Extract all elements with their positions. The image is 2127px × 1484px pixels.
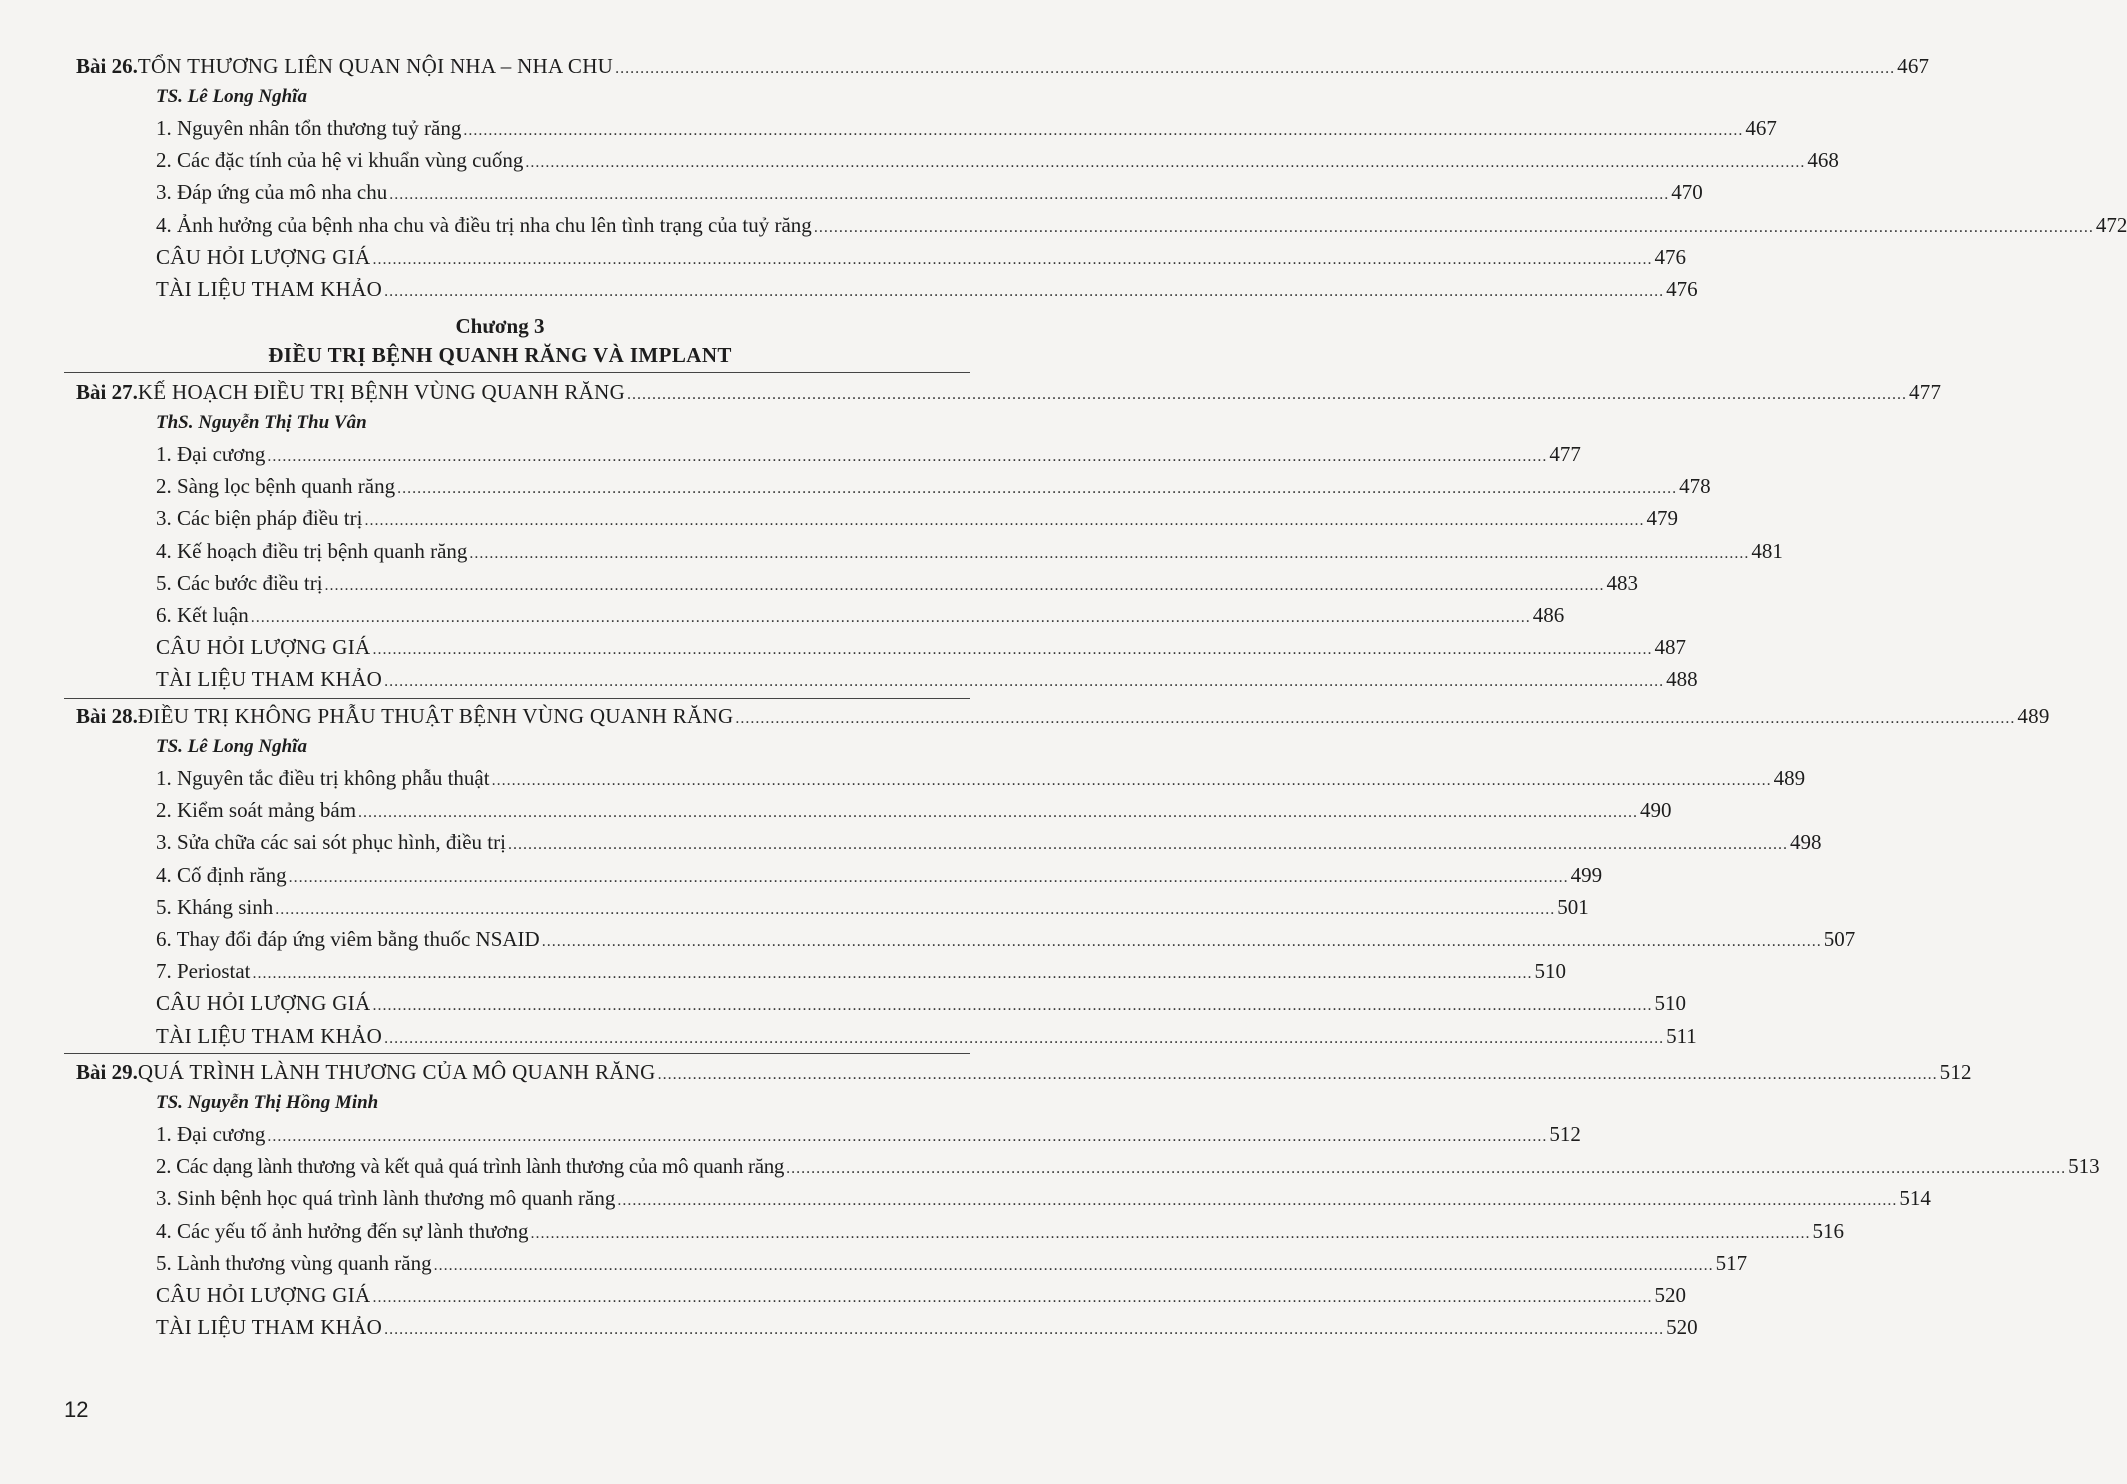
entry-title: 2. Kiểm soát mảng bám [156, 798, 357, 823]
entry-page: 513 [2068, 1154, 2100, 1179]
entry-title: 5. Lành thương vùng quanh răng [156, 1250, 432, 1275]
entry-title: 1. Nguyên tắc điều trị không phẫu thuật [156, 766, 490, 790]
entry-title: 2. Sàng lọc bệnh quanh răng [156, 474, 396, 499]
leader-dots [615, 60, 1895, 78]
leader-dots [267, 1128, 1547, 1146]
lesson-page: 477 [1909, 380, 1942, 404]
leader-dots [525, 154, 1805, 172]
toc-entry [156, 1282, 1686, 1315]
entry-page: 477 [1549, 442, 1581, 466]
toc-entry [156, 1023, 1697, 1056]
entry-title: 6. Thay đổi đáp ứng viêm bằng thuốc NSAID [156, 926, 540, 951]
leader-dots [814, 219, 2094, 237]
entry-page: 489 [1773, 766, 1806, 790]
entry-title: TÀI LIỆU THAM KHẢO [156, 1315, 383, 1340]
leader-dots [384, 1030, 1664, 1048]
entry-page: 488 [1666, 667, 1698, 692]
toc-entry [156, 635, 1686, 667]
entry-page: 478 [1679, 474, 1711, 499]
toc-entry [156, 766, 1806, 798]
entry-title: 1. Đại cương [156, 442, 266, 466]
entry-title: 3. Sửa chữa các sai sót phục hình, điều trị [156, 830, 506, 855]
entry-title: 1. Đại cương [156, 1122, 266, 1146]
toc-entry [156, 1154, 2100, 1186]
entry-title: 4. Cố định răng [156, 862, 287, 887]
toc-entry [156, 180, 1703, 212]
leader-dots [372, 997, 1652, 1015]
leader-dots [372, 1289, 1652, 1307]
lesson-27 [76, 380, 1942, 700]
entry-page: 483 [1606, 570, 1639, 595]
chapter-heading [0, 314, 1000, 368]
entry-title: 4. Các yếu tố ảnh hưởng đến sự lành thương [156, 1218, 529, 1243]
entry-title: 2. Các đặc tính của hệ vi khuẩn vùng cuống [156, 148, 524, 173]
leader-dots [434, 1257, 1714, 1275]
entry-page: 498 [1789, 830, 1822, 855]
toc-entry [156, 570, 1639, 603]
leader-dots [267, 448, 1547, 466]
entry-title: TÀI LIỆU THAM KHẢO [156, 1023, 383, 1048]
entry-title: 3. Đáp ứng của mô nha chu [156, 180, 388, 205]
leader-dots [358, 804, 1638, 822]
toc-entry [156, 991, 1686, 1023]
divider [64, 1053, 970, 1054]
divider [64, 698, 970, 699]
entry-page: 486 [1532, 602, 1565, 627]
leader-dots [508, 836, 1788, 854]
toc-entry [156, 276, 1698, 309]
leader-dots [372, 251, 1652, 269]
leader-dots [289, 869, 1569, 887]
entry-page: 514 [1899, 1186, 1931, 1211]
lesson-heading [76, 704, 2050, 736]
entry-page: 499 [1570, 862, 1603, 887]
lesson-title: QUÁ TRÌNH LÀNH THƯƠNG CỦA MÔ QUANH RĂNG [137, 1060, 656, 1084]
entry-page: 507 [1823, 926, 1856, 951]
entry-page: 520 [1666, 1315, 1698, 1340]
entry-title: 4. Kế hoạch điều trị bệnh quanh răng [156, 538, 468, 563]
leader-dots [617, 1192, 1897, 1210]
entry-title: CÂU HỎI LƯỢNG GIÁ [156, 1282, 371, 1307]
toc-entry [156, 244, 1686, 277]
entry-title: TÀI LIỆU THAM KHẢO [156, 667, 383, 692]
toc-entry [156, 959, 1566, 991]
toc-entry [156, 538, 1783, 571]
leader-dots [384, 673, 1664, 691]
entry-page: 468 [1807, 148, 1839, 173]
lesson-title: TỔN THƯƠNG LIÊN QUAN NỘI NHA – NHA CHU [137, 54, 614, 78]
entry-title: 6. Kết luận [156, 602, 249, 627]
entry-title: 4. Ảnh hưởng của bệnh nha chu và điều trị nha chu lên tình trạng của tuỷ răng [156, 212, 812, 237]
lesson-number: Bài 29. [76, 1060, 138, 1084]
lesson-heading [76, 380, 1942, 412]
lesson-29 [76, 1060, 2100, 1347]
lesson-title: KẾ HOẠCH ĐIỀU TRỊ BỆNH VÙNG QUANH RĂNG [137, 380, 626, 404]
chapter-number: Chương 3 [455, 314, 545, 338]
toc-entry [156, 1250, 1748, 1283]
toc-entry [156, 830, 1822, 862]
entry-page: 479 [1646, 506, 1678, 531]
toc-entry [156, 862, 1603, 895]
entry-page: 520 [1654, 1282, 1686, 1307]
entry-page: 490 [1640, 798, 1672, 823]
leader-dots [275, 901, 1555, 919]
leader-dots [658, 1066, 1938, 1084]
entry-page: 501 [1557, 894, 1589, 919]
entry-title: 1. Nguyên nhân tổn thương tuỷ răng [156, 116, 462, 140]
entry-page: 517 [1715, 1250, 1748, 1275]
leader-dots [786, 1160, 2066, 1178]
entry-page: 510 [1534, 959, 1566, 984]
divider [64, 372, 970, 373]
lesson-28 [76, 704, 2050, 1056]
leader-dots [251, 609, 1531, 627]
leader-dots [463, 122, 1743, 140]
leader-dots [542, 933, 1822, 951]
toc-entry [156, 474, 1711, 506]
toc-entry [156, 667, 1698, 699]
toc-entry [156, 1122, 1581, 1154]
leader-dots [492, 772, 1772, 790]
lesson-page: 467 [1897, 54, 1930, 78]
leader-dots [469, 545, 1749, 563]
leader-dots [364, 512, 1644, 530]
entry-title: 5. Các bước điều trị [156, 570, 323, 595]
lesson-page: 512 [1939, 1060, 1972, 1084]
entry-title: 3. Sinh bệnh học quá trình lành thương mô quanh răng [156, 1186, 616, 1211]
leader-dots [325, 577, 1605, 595]
entry-page: 467 [1745, 116, 1777, 140]
leader-dots [735, 710, 2015, 728]
entry-page: 516 [1812, 1218, 1844, 1243]
lesson-author: TS. Lê Long Nghĩa [156, 86, 307, 107]
entry-title: CÂU HỎI LƯỢNG GIÁ [156, 635, 371, 660]
entry-title: 2. Các dạng lành thương và kết quả quá trình lành thương của mô quanh răng [156, 1154, 785, 1179]
lesson-26 [76, 54, 2127, 309]
entry-page: 472 [2095, 212, 2127, 237]
leader-dots [253, 965, 1533, 983]
toc-entry [156, 442, 1581, 474]
lesson-heading [76, 1060, 1972, 1092]
toc-entry [156, 926, 1856, 959]
toc-entry [156, 1218, 1844, 1251]
toc-entry [156, 212, 2127, 245]
lesson-number: Bài 27. [76, 380, 138, 404]
lesson-heading [76, 54, 1930, 86]
lesson-number: Bài 26. [76, 54, 138, 78]
entry-title: 7. Periostat [156, 959, 251, 984]
entry-title: CÂU HỎI LƯỢNG GIÁ [156, 991, 371, 1016]
leader-dots [384, 283, 1664, 301]
page-number: 12 [64, 1397, 89, 1422]
leader-dots [530, 1225, 1810, 1243]
entry-page: 470 [1671, 180, 1703, 205]
toc-entry [156, 602, 1565, 635]
lesson-number: Bài 28. [76, 704, 138, 728]
entry-page: 487 [1654, 635, 1686, 660]
toc-entry [156, 506, 1678, 538]
entry-title: CÂU HỎI LƯỢNG GIÁ [156, 244, 371, 269]
toc-entry [156, 148, 1839, 180]
entry-page: 481 [1751, 538, 1783, 563]
leader-dots [384, 1321, 1664, 1339]
toc-entry [156, 1315, 1698, 1347]
chapter-title: ĐIỀU TRỊ BỆNH QUANH RĂNG VÀ IMPLANT [268, 343, 732, 367]
entry-page: 512 [1549, 1122, 1581, 1146]
entry-title: 5. Kháng sinh [156, 894, 274, 919]
lesson-author: TS. Lê Long Nghĩa [156, 736, 307, 757]
toc-entry [156, 116, 1777, 148]
toc-entry [156, 798, 1672, 830]
entry-page: 476 [1666, 276, 1698, 301]
lesson-title: ĐIỀU TRỊ KHÔNG PHẪU THUẬT BỆNH VÙNG QUANH RĂNG [137, 704, 734, 728]
entry-title: TÀI LIỆU THAM KHẢO [156, 276, 383, 301]
lesson-author: ThS. Nguyễn Thị Thu Vân [156, 412, 367, 433]
lesson-page: 489 [2017, 704, 2050, 728]
entry-title: 3. Các biện pháp điều trị [156, 506, 363, 531]
entry-page: 476 [1654, 244, 1686, 269]
lesson-author: TS. Nguyễn Thị Hồng Minh [156, 1092, 379, 1113]
leader-dots [389, 186, 1669, 204]
leader-dots [372, 641, 1652, 659]
toc-entry [156, 894, 1589, 927]
leader-dots [397, 480, 1677, 498]
leader-dots [627, 386, 1907, 404]
toc-entry [156, 1186, 1931, 1218]
entry-page: 510 [1654, 991, 1686, 1016]
entry-page: 511 [1666, 1023, 1697, 1048]
